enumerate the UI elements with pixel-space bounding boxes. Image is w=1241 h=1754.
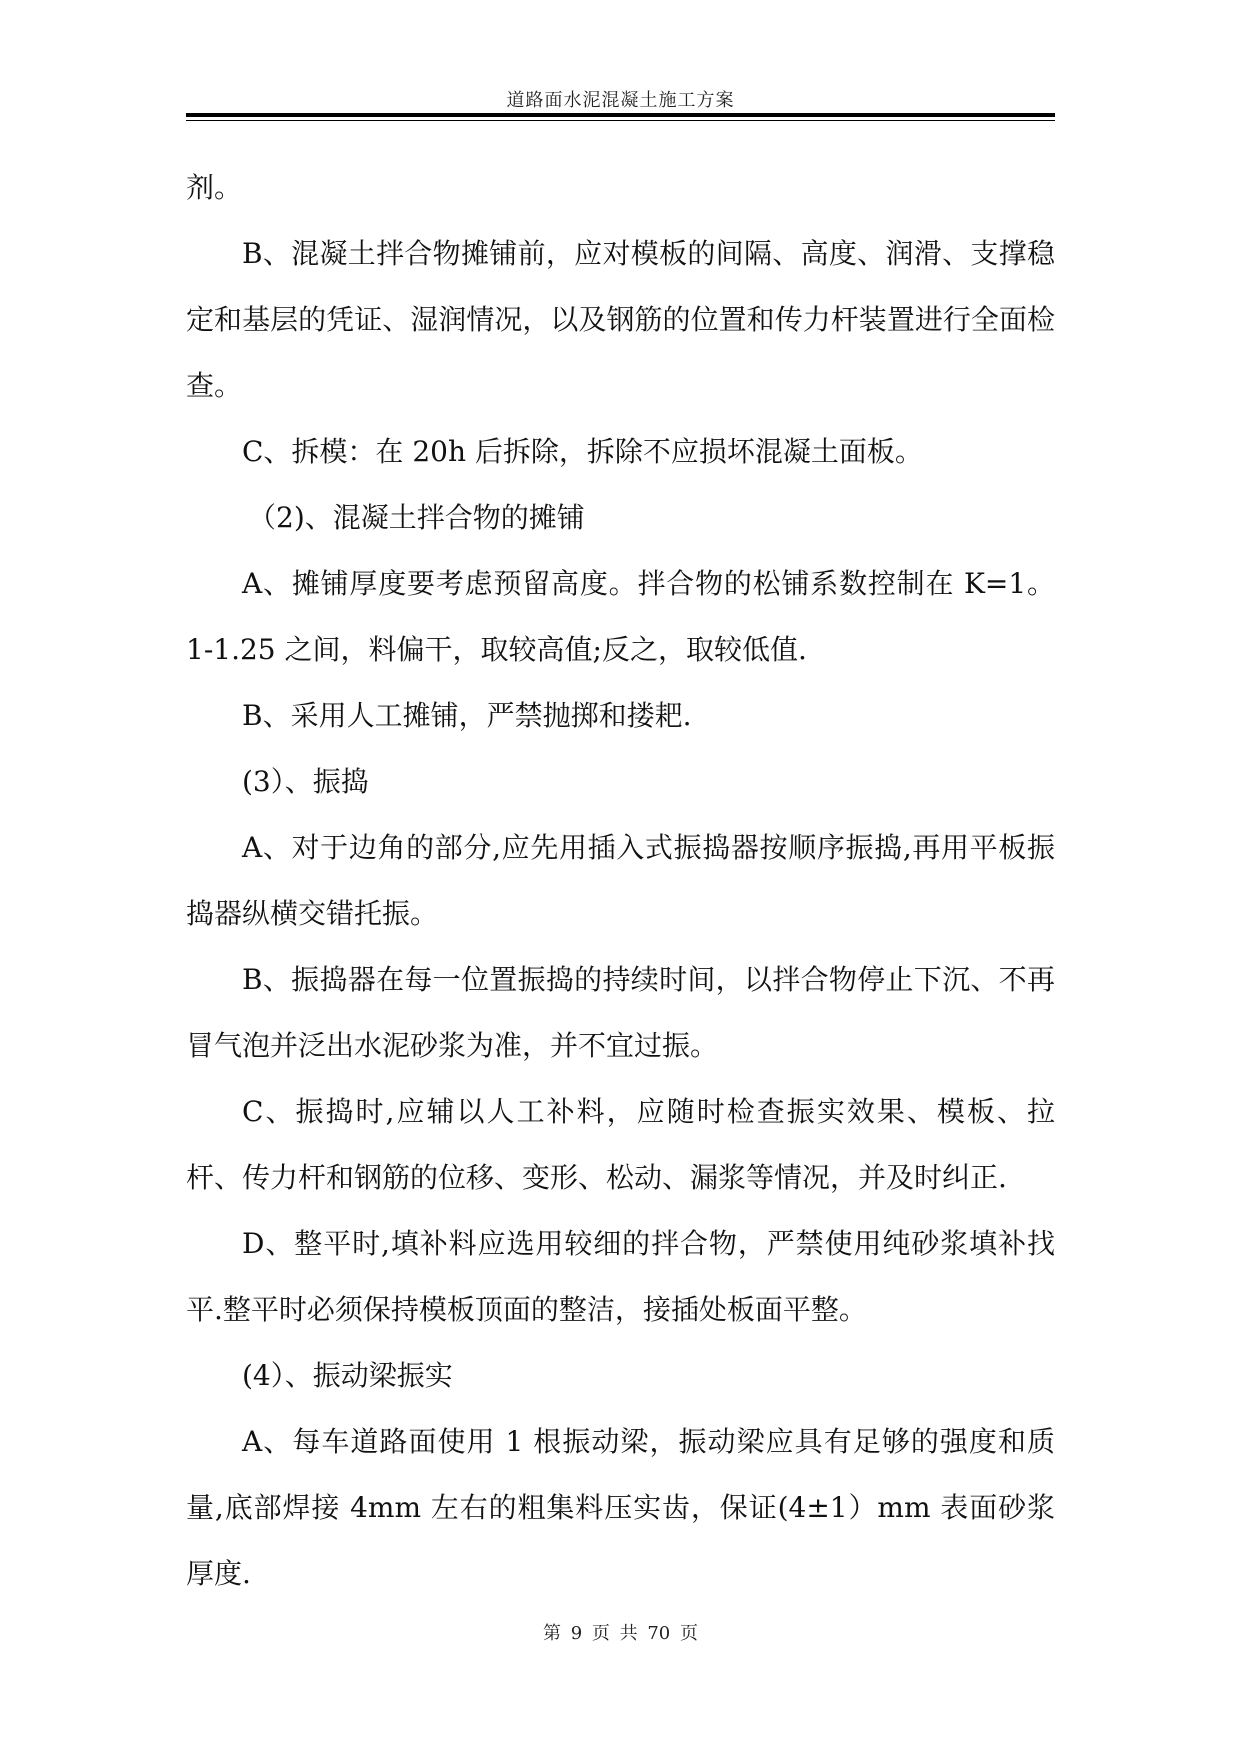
paragraph: A、每车道路面使用 1 根振动梁，振动梁应具有足够的强度和质量,底部焊接 4mm 左右的粗集料压实齿，保证(4±1）mm 表面砂浆厚度.: [186, 1425, 1055, 1590]
section-heading: (4）、振动梁振实: [242, 1359, 453, 1392]
paragraph: 剂。: [186, 171, 243, 204]
paragraph: B、采用人工摊铺，严禁抛掷和搂耙.: [242, 699, 692, 732]
header-rule-thick: [186, 113, 1055, 117]
paragraph: A、对于边角的部分,应先用插入式振捣器按顺序振捣,再用平板振捣器纵横交错托振。: [186, 831, 1055, 930]
section-heading: （2)、混凝土拌合物的摊铺: [248, 501, 585, 534]
paragraph: D、整平时,填补料应选用较细的拌合物，严禁使用纯砂浆填补找平.整平时必须保持模板顶面的整洁，接插处板面平整。: [186, 1227, 1055, 1326]
header-rule-thin: [186, 120, 1055, 121]
document-body: [186, 155, 1055, 1607]
page-header-title: 道路面水泥混凝土施工方案: [506, 90, 735, 111]
page-number-footer: 第 9 页 共 70 页: [543, 1623, 698, 1644]
paragraph: B、振捣器在每一位置振捣的持续时间，以拌合物停止下沉、不再冒气泡并泛出水泥砂浆为准，并不宜过振。: [186, 963, 1055, 1062]
paragraph: C、拆模：在 20h 后拆除，拆除不应损坏混凝土面板。: [242, 435, 923, 468]
paragraph: C、振捣时,应辅以人工补料，应随时检查振实效果、模板、拉杆、传力杆和钢筋的位移、变形、松动、漏浆等情况，并及时纠正.: [186, 1095, 1055, 1194]
paragraph: A、摊铺厚度要考虑预留高度。拌合物的松铺系数控制在 K=1。1-1.25 之间，料偏干，取较高值;反之，取较低值.: [186, 567, 1055, 666]
paragraph: B、混凝土拌合物摊铺前，应对模板的间隔、高度、润滑、支撑稳定和基层的凭证、湿润情况，以及钢筋的位置和传力杆装置进行全面检查。: [186, 237, 1055, 402]
section-heading: (3）、振捣: [242, 765, 369, 798]
